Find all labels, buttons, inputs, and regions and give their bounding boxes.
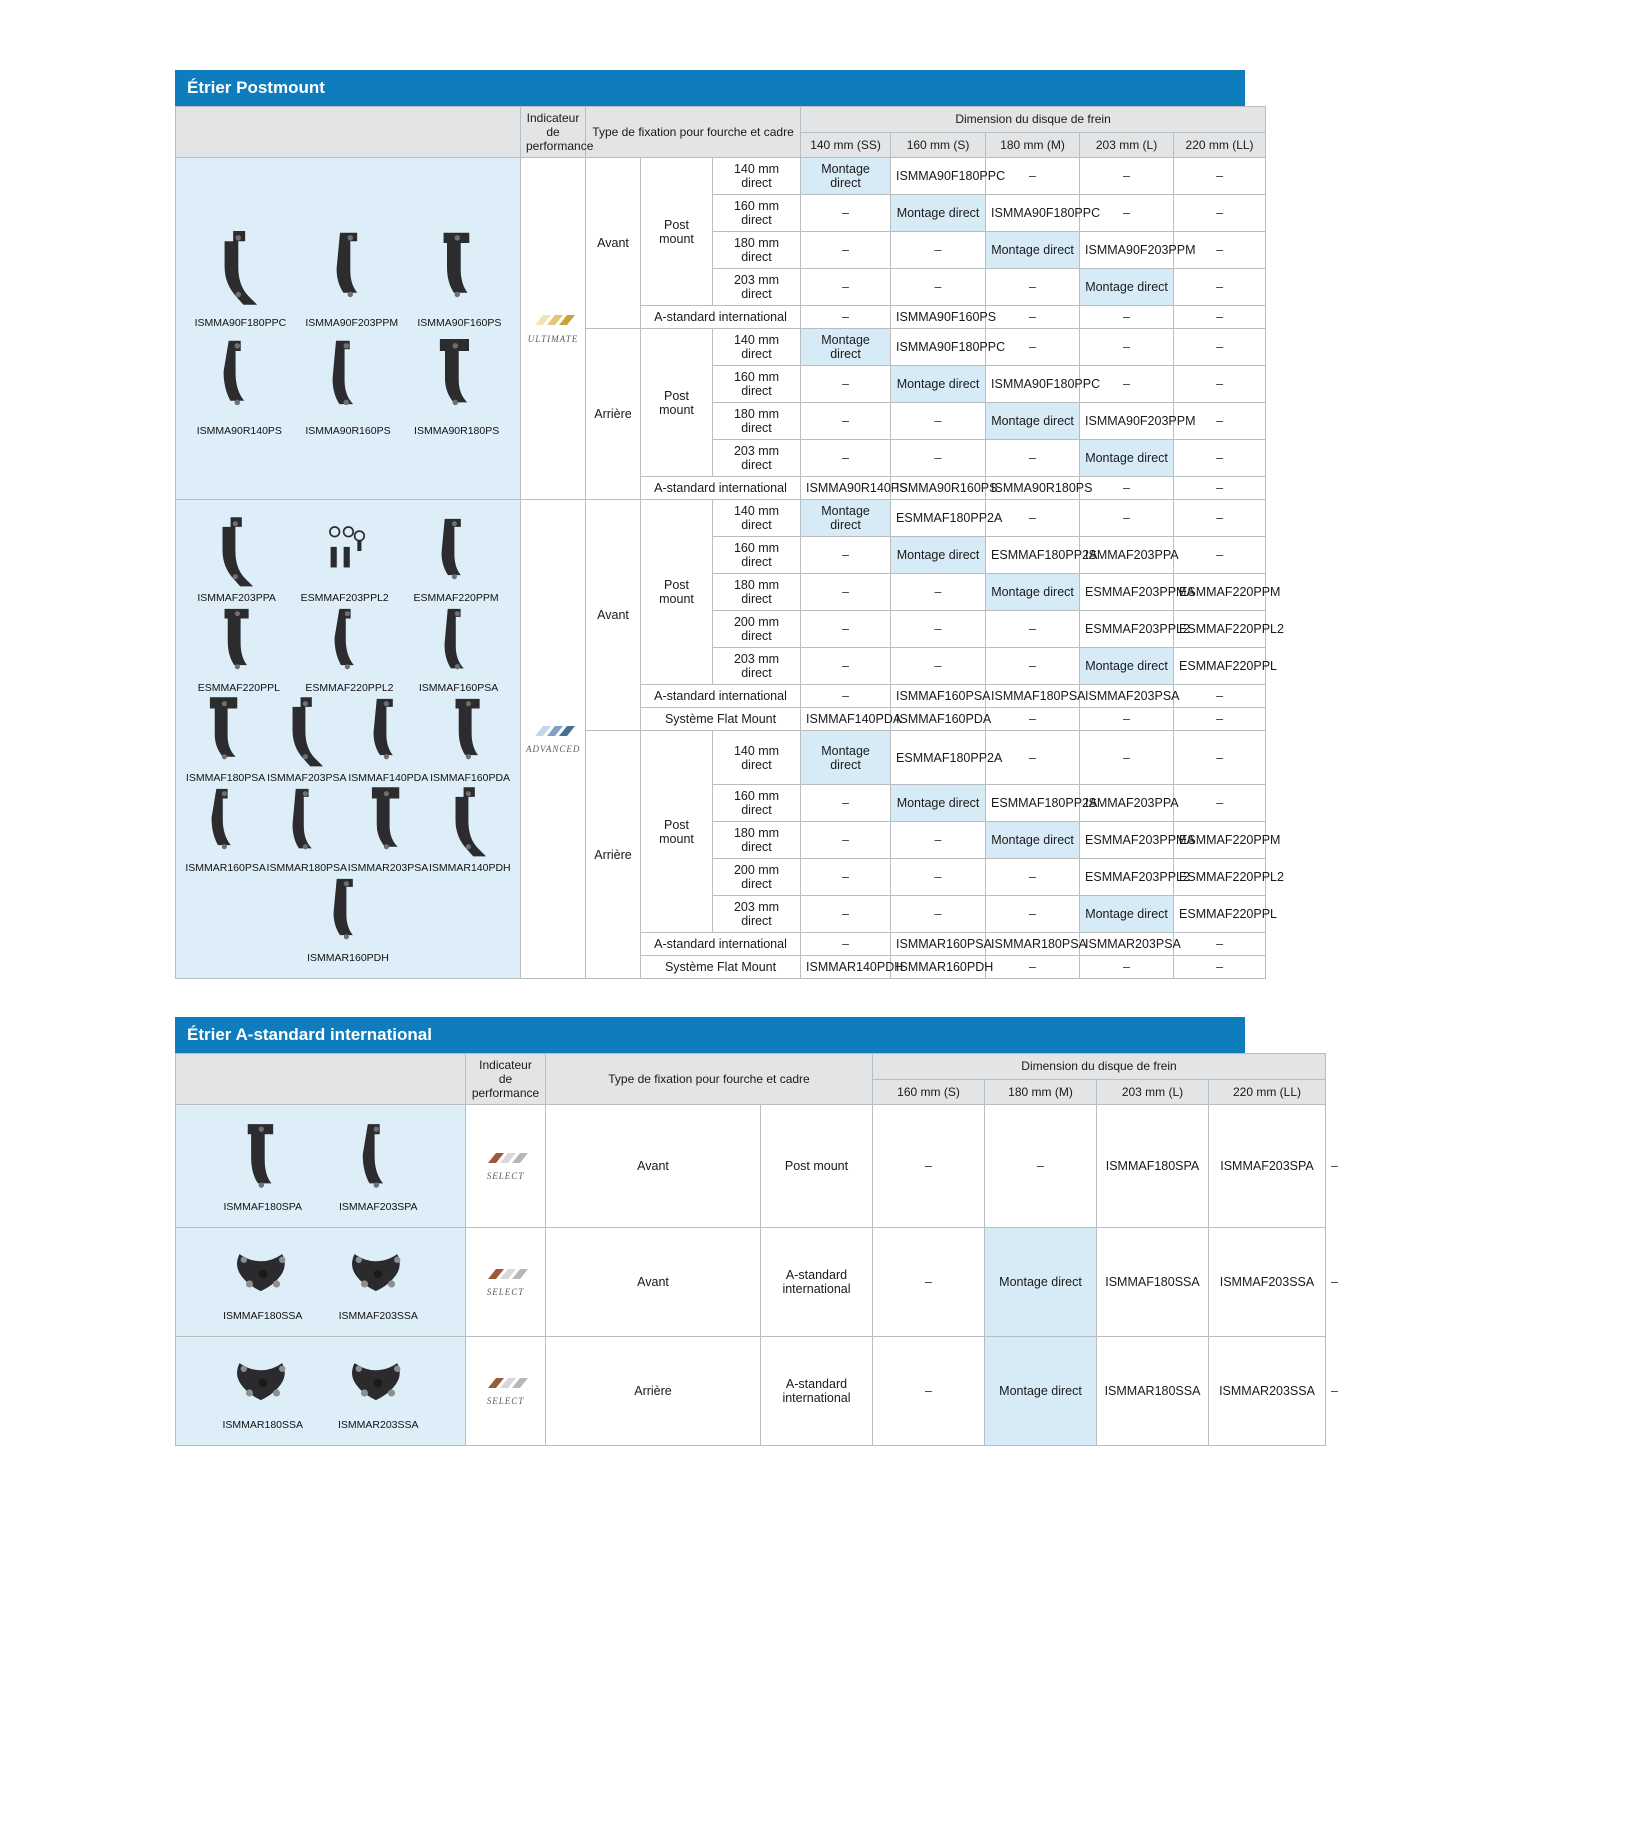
compat-cell: – — [891, 232, 986, 269]
product-caption: ISMMAF140PDA — [348, 772, 429, 784]
compat-cell: – — [986, 648, 1080, 685]
compat-cell: ISMMA90F180PPC — [986, 195, 1080, 232]
fixation-subtype: 203 mm direct — [713, 648, 801, 685]
compat-cell: ESMMAF220PPL — [1174, 896, 1266, 933]
compat-cell: – — [1080, 477, 1174, 500]
compat-cell: Montage direct — [801, 731, 891, 785]
compat-cell: – — [801, 611, 891, 648]
fixation-subtype: 160 mm direct — [713, 785, 801, 822]
product-image-panel — [176, 158, 521, 500]
fixation-type: Système Flat Mount — [641, 708, 801, 731]
fixation-subtype: 180 mm direct — [713, 403, 801, 440]
header-disc-203: 203 mm (L) — [1080, 132, 1174, 158]
product-image-panel — [176, 1105, 466, 1228]
fixation-subtype: 203 mm direct — [713, 269, 801, 306]
compat-cell: ISMMA90F180PPC — [986, 366, 1080, 403]
compat-cell: – — [801, 537, 891, 574]
product-caption: ISMMA90F160PS — [417, 316, 502, 329]
compat-cell: – — [986, 611, 1080, 648]
product-caption: ISMMAF180SSA — [223, 1310, 303, 1322]
compat-cell: Montage direct — [1080, 440, 1174, 477]
table-row: ISMMAF180SSA ISMMAF203SSA SELECT Avant A-standard international – Montage direct ISMMAF180SSA ISMMAF203SSA – — [176, 1228, 1326, 1337]
product-caption: ISMMAF203PSA — [267, 772, 347, 784]
compat-cell: Montage direct — [891, 537, 986, 574]
performance-badge-label: SELECT — [486, 1171, 525, 1182]
header-disc-220: 220 mm (LL) — [1174, 132, 1266, 158]
header2-disc-203: 203 mm (L) — [1097, 1079, 1209, 1105]
compat-cell: – — [986, 158, 1080, 195]
product-caption: ISMMA90F203PPM — [305, 316, 399, 329]
product-caption: ISMMAF203PPA — [197, 592, 276, 604]
compat-cell: Montage direct — [801, 500, 891, 537]
performance-badge — [526, 313, 580, 344]
compat-cell: – — [801, 440, 891, 477]
product-thumb — [197, 514, 276, 604]
product-caption: ESMMAF220PPL2 — [305, 682, 394, 694]
compat-cell: – — [891, 269, 986, 306]
fixation-subtype: 180 mm direct — [713, 822, 801, 859]
compat-cell: – — [891, 403, 986, 440]
compat-cell: ISMMAF203PSA — [1080, 685, 1174, 708]
compat-cell: – — [1174, 785, 1266, 822]
position-label: Arrière — [586, 731, 641, 979]
compat-cell: ESMMAF180PP2A — [891, 731, 986, 785]
compat-cell: Montage direct — [1080, 648, 1174, 685]
compat-cell: ISMMAR180SSA — [1097, 1337, 1209, 1446]
compat-cell: – — [801, 685, 891, 708]
product-thumb — [348, 784, 429, 874]
product-thumb — [414, 329, 499, 437]
catalog-page — [0, 70, 1643, 1828]
compat-cell: ESMMAF203PPL2 — [1080, 611, 1174, 648]
compat-cell: ESMMAF220PPL2 — [1174, 611, 1266, 648]
product-thumb — [301, 514, 389, 604]
product-thumb — [419, 604, 498, 694]
header-images-blank-2 — [176, 1054, 466, 1105]
compat-cell: – — [801, 785, 891, 822]
fixation-subtype: 160 mm direct — [713, 537, 801, 574]
table-row — [176, 158, 1266, 195]
compat-cell: – — [891, 822, 986, 859]
compat-cell: ISMMAF203SSA — [1209, 1228, 1326, 1337]
compat-cell: Montage direct — [891, 785, 986, 822]
compat-cell: – — [1174, 195, 1266, 232]
fixation-subtype: 140 mm direct — [713, 731, 801, 785]
compat-cell: ISMMAR140PDH — [801, 956, 891, 979]
compat-cell: – — [1174, 933, 1266, 956]
compat-cell: – — [801, 822, 891, 859]
compat-cell: – — [986, 859, 1080, 896]
compat-cell: ISMMAF140PDA — [801, 708, 891, 731]
compat-cell: ISMMAR160PDH — [891, 956, 986, 979]
compat-cell: – — [1080, 956, 1174, 979]
product-thumb — [413, 514, 498, 604]
fixation-type: A-standard international — [641, 306, 801, 329]
compat-cell: – — [891, 440, 986, 477]
compat-cell: – — [1174, 440, 1266, 477]
compat-cell: Montage direct — [986, 403, 1080, 440]
header-images-blank — [176, 107, 521, 158]
compat-cell: – — [1174, 477, 1266, 500]
compat-cell: – — [801, 574, 891, 611]
fixation-subtype: 160 mm direct — [713, 195, 801, 232]
compat-cell: – — [801, 195, 891, 232]
performance-badge — [471, 1267, 540, 1298]
compat-cell: – — [873, 1105, 985, 1228]
performance-badge — [471, 1151, 540, 1182]
product-caption: ISMMAF203SSA — [338, 1310, 418, 1322]
product-caption: ISMMAF203SPA — [338, 1201, 418, 1213]
compat-cell: – — [1080, 195, 1174, 232]
compat-cell: ESMMAF180PP2A — [891, 500, 986, 537]
compat-cell: ESMMAF180PP2A — [986, 785, 1080, 822]
compat-cell: ISMMAR203SSA — [1209, 1337, 1326, 1446]
compat-cell: ESMMAF203PPMA — [1080, 822, 1174, 859]
compat-cell: – — [1174, 403, 1266, 440]
compat-cell: Montage direct — [985, 1228, 1097, 1337]
compat-cell: – — [801, 366, 891, 403]
position-label: Avant — [546, 1105, 761, 1228]
performance-cell — [466, 1337, 546, 1446]
compat-cell: ESMMAF220PPL2 — [1174, 859, 1266, 896]
compat-cell: – — [986, 956, 1080, 979]
table-header-row-1 — [176, 107, 1266, 133]
product-thumb — [339, 1119, 418, 1213]
header-disc-180: 180 mm (M) — [986, 132, 1080, 158]
product-thumb — [430, 694, 510, 784]
compat-cell: ISMMAF203SPA — [1209, 1105, 1326, 1228]
compat-cell: ESMMAF220PPL — [1174, 648, 1266, 685]
performance-badge-label: SELECT — [486, 1396, 525, 1407]
compat-cell: – — [801, 933, 891, 956]
compat-cell: Montage direct — [1080, 896, 1174, 933]
product-thumb — [195, 221, 287, 329]
product-thumb — [267, 784, 348, 874]
product-thumb — [305, 221, 398, 329]
table-row: ISMMAF180SPA ISMMAF203SPA SELECT Avant Post mount – – ISMMAF180SPA ISMMAF203SPA – — [176, 1105, 1326, 1228]
product-thumb — [197, 329, 282, 437]
fixation-subtype: 200 mm direct — [713, 611, 801, 648]
compat-cell: – — [891, 648, 986, 685]
compat-cell: – — [1174, 306, 1266, 329]
compat-cell: – — [1174, 708, 1266, 731]
compat-cell: ISMMA90F160PS — [891, 306, 986, 329]
compat-cell: – — [1174, 269, 1266, 306]
compat-cell: – — [986, 708, 1080, 731]
header-performance: Indicateur de performance — [521, 107, 586, 158]
product-thumb — [305, 604, 393, 694]
compat-cell: – — [891, 896, 986, 933]
product-thumb — [185, 784, 266, 874]
table-row — [176, 500, 1266, 537]
product-caption: ISMMAR140PDH — [428, 862, 511, 874]
compat-cell: – — [1174, 956, 1266, 979]
fixation-subtype: 140 mm direct — [713, 329, 801, 366]
header-disc-group-2: Dimension du disque de frein — [873, 1054, 1326, 1080]
table-row: ISMMAR180SSA ISMMAR203SSA SELECT Arrière A-standard international – Montage direct ISMMAR180SSA ISMMAR203SSA – — [176, 1337, 1326, 1446]
compat-cell: ISMMAF203PPA — [1080, 785, 1174, 822]
product-caption: ISMMAF160PSA — [418, 682, 499, 694]
fixation-subtype: 140 mm direct — [713, 158, 801, 195]
compat-cell: ISMMA90F203PPM — [1080, 232, 1174, 269]
compat-cell: – — [801, 896, 891, 933]
product-caption: ISMMAF180SPA — [223, 1201, 303, 1213]
compat-cell: – — [1174, 685, 1266, 708]
header2-disc-160: 160 mm (S) — [873, 1079, 985, 1105]
compat-cell: ISMMA90R140PS — [801, 477, 891, 500]
compat-cell: – — [891, 859, 986, 896]
compat-cell: ISMMAR160PSA — [891, 933, 986, 956]
compat-cell: – — [1080, 708, 1174, 731]
header2-disc-220: 220 mm (LL) — [1209, 1079, 1326, 1105]
fixation-type: Post mount — [641, 731, 713, 933]
compat-cell: – — [986, 306, 1080, 329]
compat-cell: Montage direct — [1080, 269, 1174, 306]
compat-cell: ISMMA90F180PPC — [891, 158, 986, 195]
compat-cell: Montage direct — [986, 232, 1080, 269]
fixation-type: Post mount — [641, 329, 713, 477]
performance-badge-label: ULTIMATE — [527, 333, 579, 344]
product-image-panel — [176, 1228, 466, 1337]
compat-cell: ISMMA90R160PS — [891, 477, 986, 500]
position-label: Arrière — [546, 1337, 761, 1446]
product-thumb — [223, 1242, 302, 1322]
header2-disc-180: 180 mm (M) — [985, 1079, 1097, 1105]
fixation-subtype: 203 mm direct — [713, 440, 801, 477]
fixation-type: Post mount — [761, 1105, 873, 1228]
product-caption: ISMMA90R160PS — [305, 424, 391, 437]
compat-cell: ISMMAF160PDA — [891, 708, 986, 731]
fixation-subtype: 200 mm direct — [713, 859, 801, 896]
compat-cell: ESMMAF220PPM — [1174, 574, 1266, 611]
product-thumb — [429, 784, 511, 874]
header-disc-160: 160 mm (S) — [891, 132, 986, 158]
compat-cell: – — [1080, 366, 1174, 403]
compat-cell: – — [1080, 329, 1174, 366]
fixation-type: Post mount — [641, 158, 713, 306]
product-caption: ISMMA90F180PPC — [194, 316, 287, 329]
product-thumb — [417, 221, 501, 329]
header-fixation-2: Type de fixation pour fourche et cadre — [546, 1054, 873, 1105]
product-caption: ISMMAR180SSA — [222, 1419, 304, 1431]
compat-cell: – — [801, 648, 891, 685]
compat-cell: ESMMAF203PPL2 — [1080, 859, 1174, 896]
compat-cell: Montage direct — [801, 158, 891, 195]
compat-cell: – — [873, 1337, 985, 1446]
performance-badge — [526, 724, 580, 755]
compat-cell: – — [1080, 306, 1174, 329]
position-label: Avant — [586, 158, 641, 329]
header-performance-2: Indicateur de performance — [466, 1054, 546, 1105]
compat-cell: ESMMAF203PPMA — [1080, 574, 1174, 611]
product-caption: ISMMAR160PSA — [185, 862, 266, 874]
fixation-type: A-standard international — [641, 933, 801, 956]
product-caption: ISMMAF180PSA — [185, 772, 266, 784]
compat-cell: ISMMAR203PSA — [1080, 933, 1174, 956]
compat-cell: Montage direct — [985, 1337, 1097, 1446]
fixation-type: Post mount — [641, 500, 713, 685]
product-caption: ESMMAF203PPL2 — [300, 592, 389, 604]
compat-cell: – — [1080, 731, 1174, 785]
product-caption: ESMMAF220PPL — [197, 682, 280, 694]
fixation-type: A-standard international — [761, 1228, 873, 1337]
compat-cell: Montage direct — [891, 366, 986, 403]
compat-cell: – — [986, 269, 1080, 306]
product-caption: ISMMAR203PSA — [347, 862, 429, 874]
compat-cell: ESMMAF180PP2A — [986, 537, 1080, 574]
section-title-astandard: Étrier A-standard international — [175, 1017, 1245, 1053]
product-thumb — [222, 1351, 303, 1431]
section-postmount — [175, 70, 1284, 979]
compat-cell: ISMMAF160PSA — [891, 685, 986, 708]
compat-cell: ISMMAF180PSA — [986, 685, 1080, 708]
product-thumb — [305, 329, 390, 437]
product-caption: ESMMAF220PPM — [413, 592, 499, 604]
compat-cell: Montage direct — [801, 329, 891, 366]
section-title-postmount: Étrier Postmount — [175, 70, 1245, 106]
compat-cell: – — [1174, 329, 1266, 366]
position-label: Avant — [586, 500, 641, 731]
postmount-table — [175, 106, 1284, 979]
compat-cell: – — [1080, 158, 1174, 195]
compat-cell: – — [986, 896, 1080, 933]
performance-badge-label: SELECT — [486, 1287, 525, 1298]
fixation-subtype: 203 mm direct — [713, 896, 801, 933]
header-disc-140: 140 mm (SS) — [801, 132, 891, 158]
performance-cell — [466, 1228, 546, 1337]
compat-cell: ISMMA90F180PPC — [891, 329, 986, 366]
compat-cell: – — [801, 403, 891, 440]
compat-cell: ISMMA90F203PPM — [1080, 403, 1174, 440]
fixation-subtype: 180 mm direct — [713, 574, 801, 611]
performance-badge-label: ADVANCED — [526, 744, 581, 755]
compat-cell: – — [891, 574, 986, 611]
compat-cell: – — [986, 731, 1080, 785]
position-label: Arrière — [586, 329, 641, 500]
fixation-type: Système Flat Mount — [641, 956, 801, 979]
fixation-subtype: 140 mm direct — [713, 500, 801, 537]
fixation-type: A-standard international — [641, 477, 801, 500]
header-disc-group: Dimension du disque de frein — [801, 107, 1266, 133]
product-image-panel — [176, 500, 521, 979]
compat-cell: ISMMA90R180PS — [986, 477, 1080, 500]
product-caption: ISMMAR160PDH — [307, 952, 389, 964]
compat-cell: ISMMAF180SSA — [1097, 1228, 1209, 1337]
performance-cell — [521, 500, 586, 979]
product-thumb — [348, 694, 428, 784]
compat-cell: – — [1174, 366, 1266, 403]
position-label: Avant — [546, 1228, 761, 1337]
compat-cell: – — [1080, 500, 1174, 537]
product-caption: ISMMAR180PSA — [266, 862, 348, 874]
fixation-subtype: 160 mm direct — [713, 366, 801, 403]
product-caption: ISMMA90R140PS — [196, 424, 282, 437]
compat-cell: – — [986, 329, 1080, 366]
product-caption: ISMMA90R180PS — [414, 424, 500, 437]
product-thumb — [223, 1119, 302, 1213]
performance-cell — [521, 158, 586, 500]
performance-badge — [471, 1376, 540, 1407]
compat-cell: ISMMAR180PSA — [986, 933, 1080, 956]
compat-cell: – — [986, 500, 1080, 537]
compat-cell: ISMMAF203PPA — [1080, 537, 1174, 574]
compat-cell: – — [891, 611, 986, 648]
product-thumb — [198, 604, 280, 694]
product-caption: ISMMAF160PDA — [430, 772, 511, 784]
compat-cell: – — [985, 1105, 1097, 1228]
compat-cell: – — [801, 306, 891, 329]
compat-cell: Montage direct — [891, 195, 986, 232]
compat-cell: – — [801, 269, 891, 306]
product-thumb — [307, 874, 389, 964]
compat-cell: – — [1174, 232, 1266, 269]
performance-cell — [466, 1105, 546, 1228]
compat-cell: – — [1174, 158, 1266, 195]
fixation-subtype: 180 mm direct — [713, 232, 801, 269]
product-caption: ISMMAR203SSA — [337, 1419, 419, 1431]
header-fixation: Type de fixation pour fourche et cadre — [586, 107, 801, 158]
product-thumb — [186, 694, 265, 784]
section-astandard — [175, 1017, 1338, 1446]
astandard-header-row-1 — [176, 1054, 1326, 1080]
compat-cell: ISMMAF180SPA — [1097, 1105, 1209, 1228]
product-thumb — [338, 1351, 419, 1431]
compat-cell: – — [873, 1228, 985, 1337]
product-thumb — [267, 694, 346, 784]
compat-cell: – — [801, 232, 891, 269]
compat-cell: Montage direct — [986, 822, 1080, 859]
fixation-type: A-standard international — [761, 1337, 873, 1446]
product-thumb — [339, 1242, 418, 1322]
compat-cell: – — [986, 440, 1080, 477]
compat-cell: ESMMAF220PPM — [1174, 822, 1266, 859]
product-image-panel — [176, 1337, 466, 1446]
compat-cell: – — [801, 859, 891, 896]
compat-cell: Montage direct — [986, 574, 1080, 611]
fixation-type: A-standard international — [641, 685, 801, 708]
compat-cell: – — [1174, 537, 1266, 574]
compat-cell: – — [1174, 731, 1266, 785]
astandard-table — [175, 1053, 1338, 1446]
compat-cell: – — [1174, 500, 1266, 537]
